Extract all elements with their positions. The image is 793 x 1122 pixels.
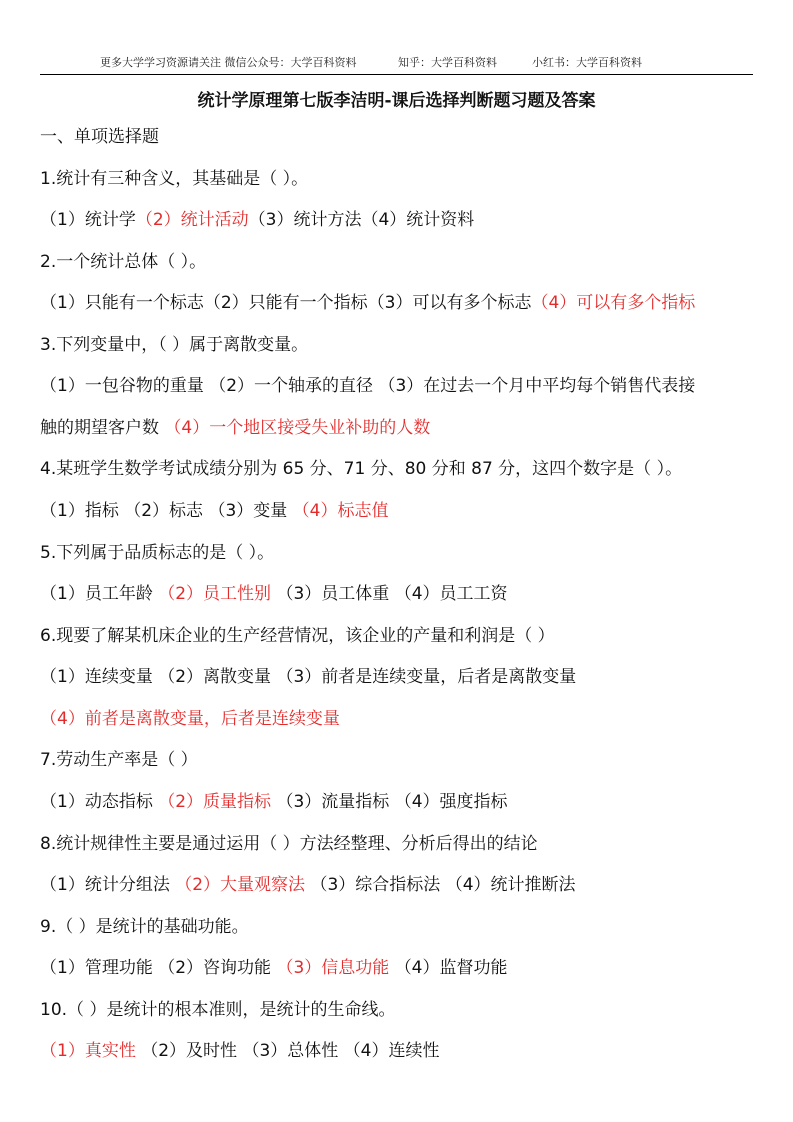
option-text: （3）统计方法（4）统计资料: [248, 210, 475, 230]
option-text: （1）统计学: [40, 210, 136, 230]
header-left: 更多大学学习资源请关注 微信公众号：大学百科资料: [100, 56, 357, 69]
section-heading: 一、单项选择题: [40, 127, 159, 147]
option-text: （1）动态指标: [40, 792, 153, 812]
question-9-options: [40, 957, 508, 979]
question-7: 7.劳动生产率是（ ）: [40, 750, 198, 770]
correct-answer: （3）信息功能: [276, 958, 390, 978]
option-text: （3）员工体重 （4）员工工资: [276, 584, 508, 604]
question-10-options: [40, 1040, 440, 1062]
option-text: （3）流量指标 （4）强度指标: [276, 792, 508, 812]
page-header: [40, 50, 753, 75]
question-5-options: [40, 583, 508, 605]
question-3-options: （1）一包谷物的重量 （2）一个轴承的直径 （3）在过去一个月中平均每个销售代表接: [40, 376, 696, 396]
question-2-options: [40, 292, 695, 314]
correct-answer: （2）大量观察法: [175, 875, 306, 895]
option-text: （4）监督功能: [394, 958, 508, 978]
question-2: 2.一个统计总体（ ）。: [40, 252, 207, 272]
header-middle: 知乎：大学百科资料: [398, 56, 497, 69]
question-6: 6.现要了解某机床企业的生产经营情况，该企业的产量和利润是（ ）: [40, 626, 555, 646]
question-5: 5.下列属于品质标志的是（ ）。: [40, 543, 275, 563]
question-3-options-cont: [40, 417, 430, 439]
question-1-options: [40, 209, 474, 231]
correct-answer: （2）员工性别: [158, 584, 272, 604]
correct-answer: （2）统计活动: [135, 210, 249, 230]
correct-answer: （2）质量指标: [158, 792, 272, 812]
question-1: 1.统计有三种含义，其基础是（ ）。: [40, 169, 309, 189]
question-7-options: [40, 791, 508, 813]
correct-answer: （4）一个地区接受失业补助的人数: [164, 418, 431, 438]
option-text: （1）指标 （2）标志 （3）变量: [40, 501, 288, 521]
option-text: （1）管理功能 （2）咨询功能: [40, 958, 272, 978]
option-text: （2）及时性 （3）总体性 （4）连续性: [141, 1041, 440, 1061]
correct-answer: （4）标志值: [292, 501, 389, 521]
header-right: 小红书：大学百科资料: [532, 56, 642, 69]
correct-answer: （1）真实性: [40, 1041, 136, 1061]
page-title: 统计学原理第七版李洁明-课后选择判断题习题及答案: [197, 91, 596, 111]
option-text: （1）只能有一个标志（2）只能有一个指标（3）可以有多个标志: [40, 293, 532, 313]
question-9: 9.（ ）是统计的基础功能。: [40, 917, 249, 937]
option-text: 触的期望客户数: [40, 418, 159, 438]
question-3: 3.下列变量中，（ ）属于离散变量。: [40, 335, 309, 355]
question-4: 4.某班学生数学考试成绩分别为 65 分、71 分、80 分和 87 分，这四个数字是（ ）。: [40, 459, 683, 479]
option-text: （1）统计分组法: [40, 875, 170, 895]
correct-answer: （4）前者是离散变量，后者是连续变量: [40, 709, 340, 729]
question-4-options: [40, 500, 389, 522]
question-8: 8.统计规律性主要是通过运用（ ）方法经整理、分析后得出的结论: [40, 834, 538, 854]
option-text: （1）员工年龄: [40, 584, 153, 604]
correct-answer: （4）可以有多个指标: [531, 293, 696, 313]
question-10: 10.（ ）是统计的根本准则，是统计的生命线。: [40, 1000, 396, 1020]
option-text: （3）综合指标法 （4）统计推断法: [310, 875, 576, 895]
question-8-options: [40, 874, 576, 896]
question-6-options: （1）连续变量 （2）离散变量 （3）前者是连续变量，后者是离散变量: [40, 667, 577, 687]
